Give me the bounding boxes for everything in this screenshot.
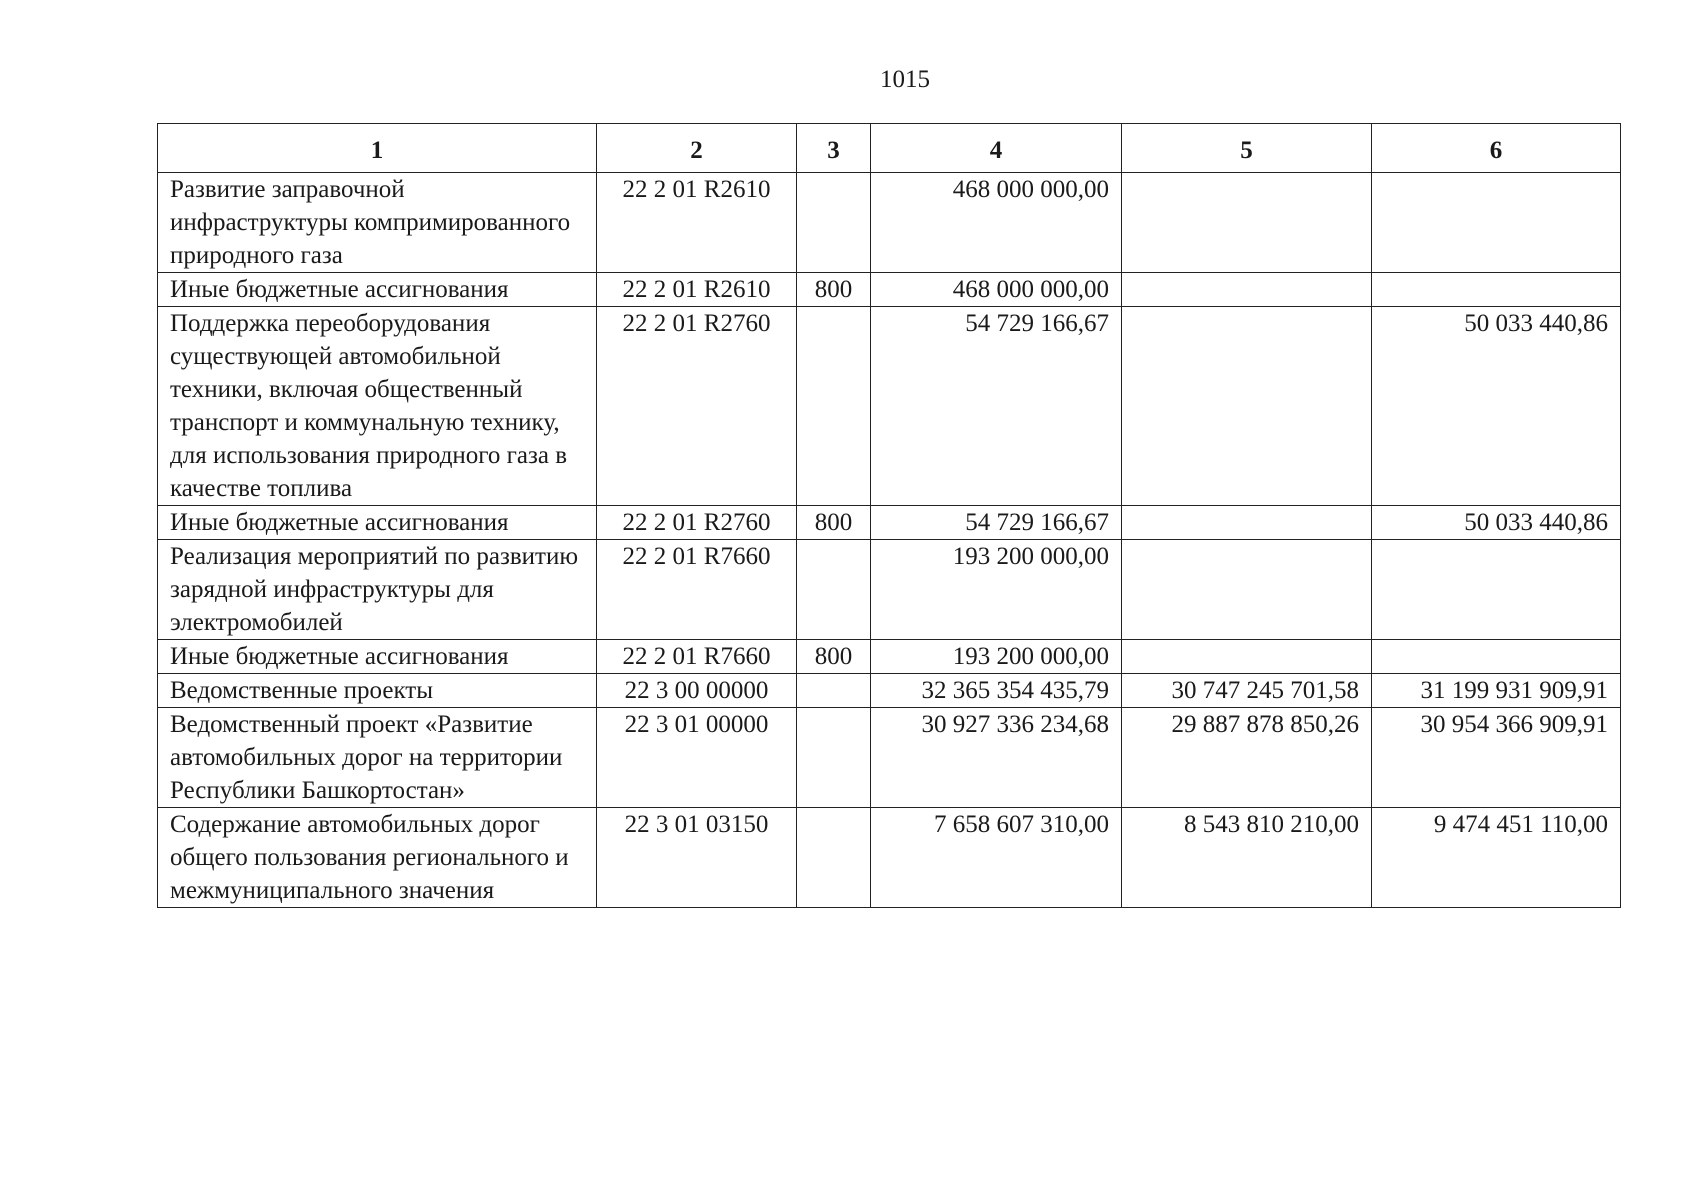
header-col-2: 2 [597, 124, 797, 173]
row-target-code: 22 2 01 R7660 [597, 540, 797, 640]
row-target-code: 22 2 01 R2760 [597, 307, 797, 506]
table-row [158, 307, 1621, 506]
row-name: Иные бюджетные ассигнования [158, 506, 597, 540]
row-sum-col5: 8 543 810 210,00 [1122, 808, 1372, 908]
row-sum-col6: 31 199 931 909,91 [1372, 674, 1621, 708]
table-row [158, 808, 1621, 908]
page-number: 1015 [880, 66, 930, 93]
row-sum-col5 [1122, 173, 1372, 273]
row-expense-type [797, 808, 871, 908]
header-col-3: 3 [797, 124, 871, 173]
row-target-code: 22 2 01 R2610 [597, 173, 797, 273]
row-target-code: 22 3 00 00000 [597, 674, 797, 708]
row-name: Содержание автомобильных дорог общего пользования регионального и межмуниципального значения [158, 808, 597, 908]
row-sum-col5 [1122, 506, 1372, 540]
row-expense-type [797, 540, 871, 640]
row-sum-col4: 193 200 000,00 [871, 640, 1122, 674]
table-row [158, 173, 1621, 273]
row-target-code: 22 2 01 R7660 [597, 640, 797, 674]
row-sum-col4: 54 729 166,67 [871, 506, 1122, 540]
header-col-6: 6 [1372, 124, 1621, 173]
row-name: Поддержка переоборудования существующей автомобильной техники, включая общественный транспорт и коммунальную технику, для использования природного газа в качестве топлива [158, 307, 597, 506]
table-row [158, 708, 1621, 808]
table-row [158, 273, 1621, 307]
row-expense-type: 800 [797, 273, 871, 307]
row-sum-col6: 50 033 440,86 [1372, 506, 1621, 540]
table-row [158, 674, 1621, 708]
row-sum-col6 [1372, 273, 1621, 307]
row-sum-col5 [1122, 540, 1372, 640]
table-row [158, 506, 1621, 540]
row-sum-col4: 32 365 354 435,79 [871, 674, 1122, 708]
row-sum-col4: 54 729 166,67 [871, 307, 1122, 506]
row-sum-col4: 468 000 000,00 [871, 273, 1122, 307]
row-expense-type: 800 [797, 506, 871, 540]
table-row [158, 640, 1621, 674]
row-target-code: 22 2 01 R2760 [597, 506, 797, 540]
row-expense-type [797, 674, 871, 708]
row-name: Иные бюджетные ассигнования [158, 273, 597, 307]
header-row [158, 124, 1621, 173]
row-name: Иные бюджетные ассигнования [158, 640, 597, 674]
row-sum-col6 [1372, 173, 1621, 273]
row-sum-col5: 29 887 878 850,26 [1122, 708, 1372, 808]
budget-table [157, 123, 1621, 908]
row-sum-col5 [1122, 640, 1372, 674]
row-sum-col5 [1122, 273, 1372, 307]
row-sum-col6: 9 474 451 110,00 [1372, 808, 1621, 908]
row-sum-col4: 30 927 336 234,68 [871, 708, 1122, 808]
row-sum-col6 [1372, 640, 1621, 674]
table-row [158, 540, 1621, 640]
row-sum-col4: 7 658 607 310,00 [871, 808, 1122, 908]
header-col-4: 4 [871, 124, 1122, 173]
header-col-1: 1 [158, 124, 597, 173]
row-sum-col4: 193 200 000,00 [871, 540, 1122, 640]
row-expense-type [797, 173, 871, 273]
row-name: Ведомственный проект «Развитие автомобильных дорог на территории Республики Башкортостан» [158, 708, 597, 808]
row-name: Реализация мероприятий по развитию зарядной инфраструктуры для электромобилей [158, 540, 597, 640]
row-target-code: 22 3 01 03150 [597, 808, 797, 908]
row-expense-type: 800 [797, 640, 871, 674]
row-expense-type [797, 708, 871, 808]
row-target-code: 22 2 01 R2610 [597, 273, 797, 307]
row-sum-col6 [1372, 540, 1621, 640]
row-sum-col6: 30 954 366 909,91 [1372, 708, 1621, 808]
row-expense-type [797, 307, 871, 506]
row-sum-col5 [1122, 307, 1372, 506]
row-target-code: 22 3 01 00000 [597, 708, 797, 808]
row-sum-col6: 50 033 440,86 [1372, 307, 1621, 506]
row-sum-col4: 468 000 000,00 [871, 173, 1122, 273]
row-name: Ведомственные проекты [158, 674, 597, 708]
header-col-5: 5 [1122, 124, 1372, 173]
row-name: Развитие заправочной инфраструктуры компримированного природного газа [158, 173, 597, 273]
row-sum-col5: 30 747 245 701,58 [1122, 674, 1372, 708]
